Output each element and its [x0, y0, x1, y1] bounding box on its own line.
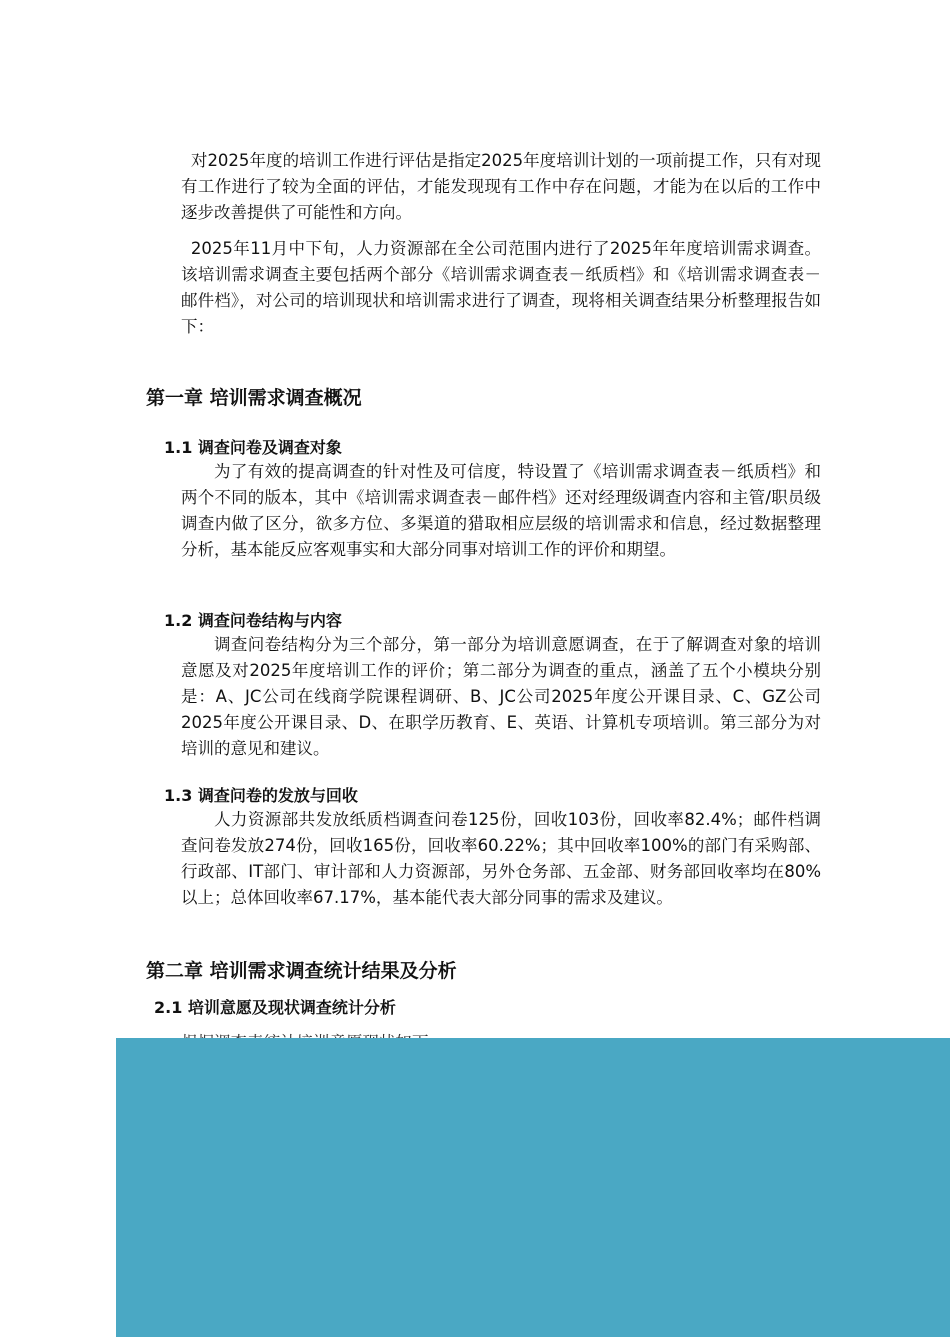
intro-paragraph-1: 对2025年度的培训工作进行评估是指定2025年度培训计划的一项前提工作，只有对现有工作进行了较为全面的评估，才能发现现有工作中存在问题，才能为在以后的工作中逐步改善提供了可能性和方向。: [181, 151, 821, 222]
chapter-1-title: 第一章 培训需求调查概况: [146, 387, 362, 409]
section-1-1-body: 为了有效的提高调查的针对性及可信度，特设置了《培训需求调查表－纸质档》和两个不同的版本，其中《培训需求调查表－邮件档》还对经理级调查内容和主管/职员级调查内做了区分，欲多方位、多渠道的猎取相应层级的培训需求和信息，经过数据整理分析，基本能反应客观事实和大部分同事对培训工作的评价和期望。: [181, 462, 821, 559]
intro-paragraph-2: 2025年11月中下旬，人力资源部在全公司范围内进行了2025年年度培训需求调查。该培训需求调查主要包括两个部分《培训需求调查表－纸质档》和《培训需求调查表－邮件档》，对公司的培训现状和培训需求进行了调查，现将相关调查结果分析整理报告如下：: [181, 239, 821, 336]
section-1-2-body: 调查问卷结构分为三个部分，第一部分为培训意愿调查，在于了解调查对象的培训意愿及对2025年度培训工作的评价；第二部分为调查的重点，涵盖了五个小模块分别是：A、JC公司在线商学院课程调研、B、JC公司2025年度公开课目录、C、GZ公司2025年度公开课目录、D、在职学历教育、E、英语、计算机专项培训。第三部分为对培训的意见和建议。: [181, 635, 821, 758]
section-2-1-title: 2.1 培训意愿及现状调查统计分析: [154, 998, 396, 1017]
section-1-3-title: 1.3 调查问卷的发放与回收: [164, 786, 358, 805]
section-1-3-body: 人力资源部共发放纸质档调查问卷125份，回收103份，回收率82.4%；邮件档调查问卷发放274份，回收165份，回收率60.22%；其中回收率100%的部门有采购部、行政部、IT部门、审计部和人力资源部，另外仓务部、五金部、财务部回收率均在80%以上；总体回收率67.17%，基本能代表大部分同事的需求及建议。: [181, 810, 821, 907]
section-1-2-title: 1.2 调查问卷结构与内容: [164, 611, 342, 630]
chapter-2-title: 第二章 培训需求调查统计结果及分析: [146, 960, 457, 982]
overlay-panel: [116, 1038, 950, 1337]
section-1-1-title: 1.1 调查问卷及调查对象: [164, 438, 342, 457]
